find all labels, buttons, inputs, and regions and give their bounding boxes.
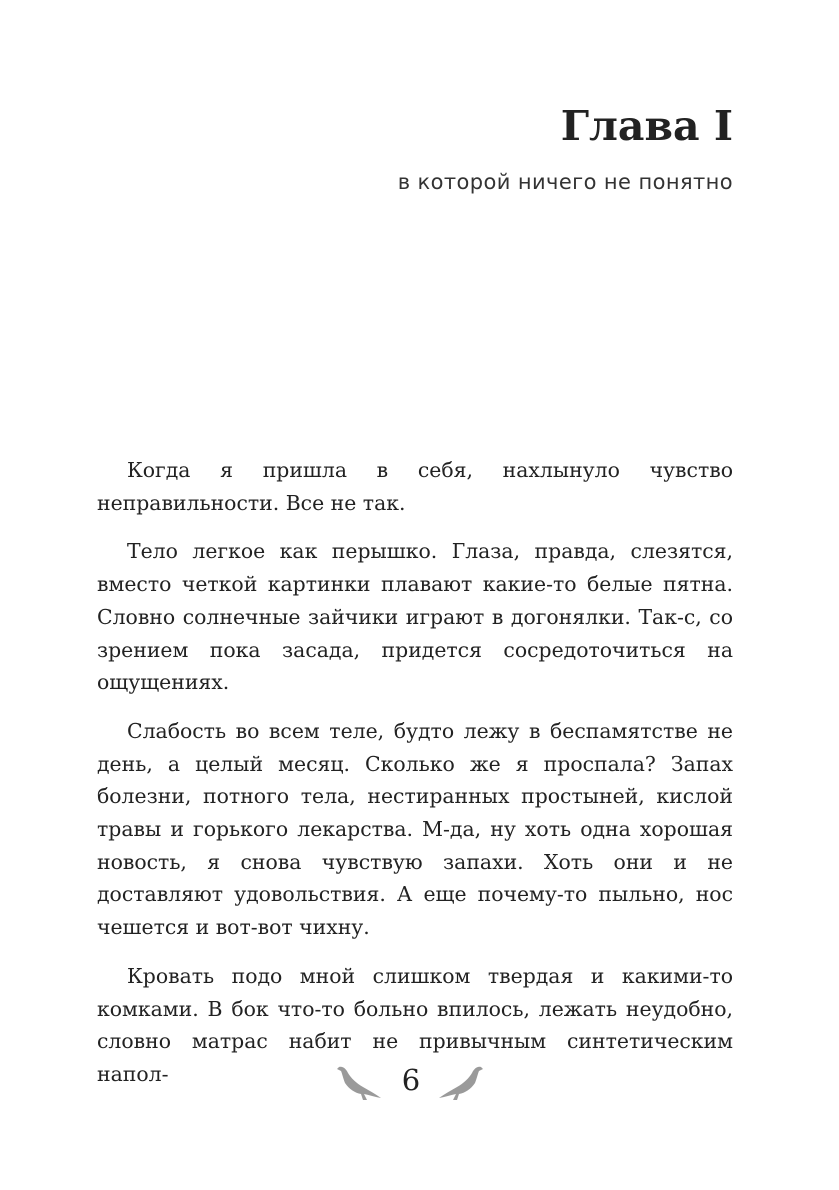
chapter-subtitle: в которой ничего не понятно <box>397 170 733 194</box>
paragraph-2: Тело легкое как перышко. Глаза, правда, слезятся, вместо четкой картинки плавают какие-то белые пятна. Словно солнечные зайчики играют в догонялки. Так-с, со зрением пока засада, придется сосредоточиться на ощущениях. <box>97 539 733 695</box>
paragraph-3: Слабость во всем теле, будто лежу в беспамятстве не день, а целый месяц. Сколько же я проспала? Запах болезни, потного тела, нестиранных простыней, кислой травы и горького лекарства. М-да, ну хоть одна хорошая новость, я снова чувствую запахи. Хоть они и не доставляют удовольствия. А еще почему-то пыльно, нос чешется и вот-вот чихну. <box>97 718 733 940</box>
paragraph-1: Когда я пришла в себя, нахлынуло чувство неправильности. Все не так. <box>97 458 733 515</box>
bird-right-icon <box>437 1062 483 1102</box>
chapter-body <box>97 454 733 1107</box>
page-number: 6 <box>401 1063 421 1097</box>
bird-left-icon <box>337 1062 383 1102</box>
page-footer <box>0 1058 839 1108</box>
chapter-title: Глава I <box>560 102 733 150</box>
paragraph-4: Кровать подо мной слишком твердая и какими-то комками. В бок что-то больно впилось, лежать неудобно, словно матрас набит не привычным синтетическим напол- <box>97 963 733 1086</box>
